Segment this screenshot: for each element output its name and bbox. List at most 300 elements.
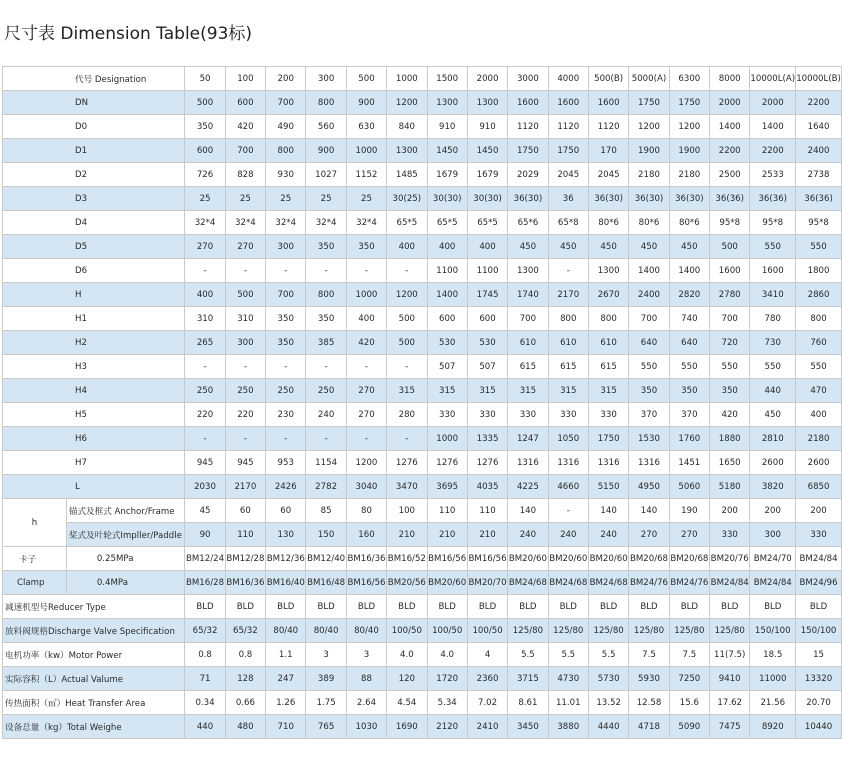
value-cell: 4000: [548, 67, 588, 91]
value-cell: 450: [548, 235, 588, 259]
value-cell: BLD: [427, 595, 467, 619]
value-cell: 11000: [750, 667, 796, 691]
value-cell: 10000L(A): [750, 67, 796, 91]
value-cell: 1335: [467, 427, 507, 451]
value-cell: 65*6: [508, 211, 548, 235]
row-label: D6: [3, 259, 185, 283]
value-cell: 4.0: [427, 643, 467, 667]
value-cell: 2045: [548, 163, 588, 187]
value-cell: 740: [669, 307, 709, 331]
value-cell: 21.56: [750, 691, 796, 715]
value-cell: 1200: [387, 91, 427, 115]
value-cell: BM16/56: [346, 571, 386, 595]
value-cell: 6850: [796, 475, 842, 499]
value-cell: 1300: [588, 259, 628, 283]
h-anchor-row: [3, 499, 842, 523]
value-cell: 720: [710, 331, 750, 355]
value-cell: 150: [306, 523, 346, 547]
value-cell: 1400: [750, 115, 796, 139]
value-cell: 25: [185, 187, 225, 211]
row-label: 设备总量（kg）Total Weighe: [3, 715, 185, 739]
value-cell: 1650: [710, 451, 750, 475]
value-cell: 730: [750, 331, 796, 355]
clamp-04-row: [3, 571, 842, 595]
value-cell: 2410: [467, 715, 507, 739]
value-cell: 65/32: [185, 619, 225, 643]
value-cell: 80: [346, 499, 386, 523]
value-cell: -: [306, 355, 346, 379]
value-cell: 2180: [796, 427, 842, 451]
value-cell: 90: [185, 523, 225, 547]
value-cell: 8000: [710, 67, 750, 91]
value-cell: 11(7.5): [710, 643, 750, 667]
value-cell: 2.64: [346, 691, 386, 715]
value-cell: 150/100: [750, 619, 796, 643]
value-cell: 1200: [629, 115, 669, 139]
value-cell: 25: [266, 187, 306, 211]
value-cell: 36(30): [669, 187, 709, 211]
value-cell: 300: [306, 67, 346, 91]
value-cell: 530: [427, 331, 467, 355]
value-cell: 2180: [629, 163, 669, 187]
clamp-label-cn: 卡子: [3, 547, 67, 571]
value-cell: 828: [225, 163, 265, 187]
value-cell: -: [346, 355, 386, 379]
value-cell: 1750: [508, 139, 548, 163]
value-cell: 450: [669, 235, 709, 259]
value-cell: 900: [346, 91, 386, 115]
value-cell: -: [346, 259, 386, 283]
value-cell: 1000: [387, 67, 427, 91]
row-label: 电机功率（kw）Motor Power: [3, 643, 185, 667]
table-row: [3, 619, 842, 643]
value-cell: 3410: [750, 283, 796, 307]
clamp-025-row: [3, 547, 842, 571]
value-cell: 615: [588, 355, 628, 379]
value-cell: 3000: [508, 67, 548, 91]
value-cell: -: [266, 355, 306, 379]
value-cell: 250: [225, 379, 265, 403]
value-cell: 65*5: [467, 211, 507, 235]
value-cell: 2782: [306, 475, 346, 499]
value-cell: 3715: [508, 667, 548, 691]
value-cell: BM16/40: [266, 571, 306, 595]
value-cell: 2029: [508, 163, 548, 187]
value-cell: 13320: [796, 667, 842, 691]
table-row: [3, 211, 842, 235]
value-cell: 4730: [548, 667, 588, 691]
value-cell: BLD: [266, 595, 306, 619]
value-cell: 350: [306, 307, 346, 331]
value-cell: 350: [346, 235, 386, 259]
value-cell: 1750: [548, 139, 588, 163]
value-cell: 953: [266, 451, 306, 475]
value-cell: 45: [185, 499, 225, 523]
table-row: [3, 427, 842, 451]
value-cell: 2820: [669, 283, 709, 307]
table-row: [3, 139, 842, 163]
value-cell: 30(30): [467, 187, 507, 211]
value-cell: BLD: [508, 595, 548, 619]
value-cell: 270: [346, 403, 386, 427]
value-cell: 8.61: [508, 691, 548, 715]
value-cell: 71: [185, 667, 225, 691]
value-cell: 420: [225, 115, 265, 139]
value-cell: 640: [629, 331, 669, 355]
table-row: [3, 187, 842, 211]
value-cell: 5060: [669, 475, 709, 499]
value-cell: BLD: [669, 595, 709, 619]
value-cell: 1600: [588, 91, 628, 115]
value-cell: 350: [266, 331, 306, 355]
value-cell: 1316: [629, 451, 669, 475]
value-cell: -: [306, 427, 346, 451]
value-cell: 710: [266, 715, 306, 739]
value-cell: -: [548, 259, 588, 283]
value-cell: BM24/84: [750, 571, 796, 595]
value-cell: BM24/84: [710, 571, 750, 595]
value-cell: 1027: [306, 163, 346, 187]
value-cell: 500: [225, 283, 265, 307]
value-cell: 560: [306, 115, 346, 139]
value-cell: 100: [387, 499, 427, 523]
value-cell: 13.52: [588, 691, 628, 715]
value-cell: 1720: [427, 667, 467, 691]
table-row: [3, 643, 842, 667]
value-cell: 85: [306, 499, 346, 523]
value-cell: 5730: [588, 667, 628, 691]
value-cell: 700: [266, 283, 306, 307]
value-cell: BM20/68: [669, 547, 709, 571]
value-cell: BM20/68: [629, 547, 669, 571]
value-cell: 500: [387, 331, 427, 355]
value-cell: 30(25): [387, 187, 427, 211]
value-cell: 2500: [710, 163, 750, 187]
value-cell: BLD: [710, 595, 750, 619]
value-cell: 2810: [750, 427, 796, 451]
value-cell: 600: [225, 91, 265, 115]
value-cell: 95*8: [750, 211, 796, 235]
value-cell: 1000: [427, 427, 467, 451]
value-cell: 32*4: [306, 211, 346, 235]
value-cell: 910: [467, 115, 507, 139]
value-cell: 2170: [225, 475, 265, 499]
value-cell: BLD: [185, 595, 225, 619]
value-cell: 265: [185, 331, 225, 355]
value-cell: 1600: [710, 259, 750, 283]
value-cell: 1000: [346, 283, 386, 307]
value-cell: 5150: [588, 475, 628, 499]
value-cell: 36(30): [508, 187, 548, 211]
value-cell: 300: [266, 235, 306, 259]
value-cell: 300: [225, 331, 265, 355]
value-cell: 4660: [548, 475, 588, 499]
value-cell: 310: [225, 307, 265, 331]
value-cell: -: [346, 427, 386, 451]
value-cell: 5000(A): [629, 67, 669, 91]
value-cell: 507: [427, 355, 467, 379]
row-label: H5: [3, 403, 185, 427]
value-cell: 220: [185, 403, 225, 427]
row-label: H1: [3, 307, 185, 331]
value-cell: 330: [588, 403, 628, 427]
value-cell: 530: [467, 331, 507, 355]
value-cell: 95*8: [710, 211, 750, 235]
value-cell: BM24/76: [669, 571, 709, 595]
value-cell: 250: [306, 379, 346, 403]
value-cell: 1.26: [266, 691, 306, 715]
value-cell: BLD: [629, 595, 669, 619]
value-cell: 32*4: [225, 211, 265, 235]
value-cell: 1600: [508, 91, 548, 115]
value-cell: 65/32: [225, 619, 265, 643]
value-cell: 640: [669, 331, 709, 355]
value-cell: 350: [629, 379, 669, 403]
value-cell: 1600: [548, 91, 588, 115]
row-label: D3: [3, 187, 185, 211]
value-cell: 2120: [427, 715, 467, 739]
value-cell: 1400: [427, 283, 467, 307]
value-cell: 1000: [346, 139, 386, 163]
value-cell: 7475: [710, 715, 750, 739]
value-cell: BM16/36: [346, 547, 386, 571]
value-cell: 2400: [629, 283, 669, 307]
value-cell: BLD: [346, 595, 386, 619]
value-cell: 1400: [629, 259, 669, 283]
value-cell: 600: [427, 307, 467, 331]
value-cell: 930: [266, 163, 306, 187]
table-row: [3, 715, 842, 739]
value-cell: 1740: [508, 283, 548, 307]
value-cell: 110: [225, 523, 265, 547]
value-cell: 450: [508, 235, 548, 259]
value-cell: 36: [548, 187, 588, 211]
table-row: [3, 451, 842, 475]
value-cell: 220: [225, 403, 265, 427]
table-row: [3, 667, 842, 691]
value-cell: 480: [225, 715, 265, 739]
value-cell: 247: [266, 667, 306, 691]
value-cell: 1120: [548, 115, 588, 139]
value-cell: 5930: [629, 667, 669, 691]
clamp-04-label: 0.4MPa: [66, 571, 185, 595]
value-cell: 2360: [467, 667, 507, 691]
value-cell: BM12/28: [225, 547, 265, 571]
value-cell: 25: [306, 187, 346, 211]
value-cell: 80*6: [669, 211, 709, 235]
value-cell: BM16/52: [387, 547, 427, 571]
value-cell: 0.66: [225, 691, 265, 715]
value-cell: 315: [508, 379, 548, 403]
row-label: D5: [3, 235, 185, 259]
value-cell: BM16/48: [306, 571, 346, 595]
value-cell: 3820: [750, 475, 796, 499]
value-cell: 128: [225, 667, 265, 691]
value-cell: 60: [225, 499, 265, 523]
value-cell: BLD: [467, 595, 507, 619]
value-cell: BM12/40: [306, 547, 346, 571]
value-cell: 1276: [467, 451, 507, 475]
value-cell: 700: [710, 307, 750, 331]
value-cell: 7250: [669, 667, 709, 691]
value-cell: 840: [387, 115, 427, 139]
value-cell: 170: [588, 139, 628, 163]
value-cell: 125/80: [669, 619, 709, 643]
value-cell: -: [548, 499, 588, 523]
value-cell: 36(30): [588, 187, 628, 211]
table-row: [3, 403, 842, 427]
clamp-025-label: 0.25MPa: [66, 547, 185, 571]
value-cell: 330: [710, 523, 750, 547]
value-cell: 100/50: [387, 619, 427, 643]
value-cell: 315: [387, 379, 427, 403]
value-cell: 1.1: [266, 643, 306, 667]
value-cell: 15.6: [669, 691, 709, 715]
value-cell: BM24/84: [796, 547, 842, 571]
value-cell: 270: [669, 523, 709, 547]
value-cell: 726: [185, 163, 225, 187]
value-cell: 1485: [387, 163, 427, 187]
row-label: H7: [3, 451, 185, 475]
value-cell: 88: [346, 667, 386, 691]
value-cell: 3880: [548, 715, 588, 739]
value-cell: 330: [508, 403, 548, 427]
value-cell: 2200: [796, 91, 842, 115]
value-cell: BLD: [387, 595, 427, 619]
value-cell: 200: [796, 499, 842, 523]
value-cell: 610: [508, 331, 548, 355]
value-cell: 0.8: [185, 643, 225, 667]
value-cell: 140: [629, 499, 669, 523]
value-cell: 350: [669, 379, 709, 403]
value-cell: BM16/56: [467, 547, 507, 571]
value-cell: 1500: [427, 67, 467, 91]
value-cell: BM20/56: [387, 571, 427, 595]
value-cell: 32*4: [185, 211, 225, 235]
value-cell: -: [185, 427, 225, 451]
value-cell: 2533: [750, 163, 796, 187]
value-cell: 1316: [548, 451, 588, 475]
value-cell: 500(B): [588, 67, 628, 91]
value-cell: 1679: [467, 163, 507, 187]
row-label: H: [3, 283, 185, 307]
table-row: [3, 307, 842, 331]
value-cell: 330: [548, 403, 588, 427]
value-cell: 12.58: [629, 691, 669, 715]
value-cell: 800: [588, 307, 628, 331]
value-cell: 1300: [387, 139, 427, 163]
row-label: 放料阀规格Discharge Valve Specification: [3, 619, 185, 643]
value-cell: BM12/24: [185, 547, 225, 571]
value-cell: 270: [185, 235, 225, 259]
value-cell: 1679: [427, 163, 467, 187]
value-cell: 4225: [508, 475, 548, 499]
value-cell: 2000: [467, 67, 507, 91]
value-cell: 210: [427, 523, 467, 547]
value-cell: 160: [346, 523, 386, 547]
value-cell: BM20/60: [427, 571, 467, 595]
value-cell: 270: [629, 523, 669, 547]
value-cell: 1154: [306, 451, 346, 475]
row-label: 传热面积（㎡）Heat Transfer Area: [3, 691, 185, 715]
value-cell: 36(36): [710, 187, 750, 211]
value-cell: 125/80: [588, 619, 628, 643]
value-cell: -: [185, 259, 225, 283]
value-cell: 60: [266, 499, 306, 523]
h-paddle-label: 桨式及叶轮式Impller/Paddle: [66, 523, 185, 547]
value-cell: 210: [387, 523, 427, 547]
value-cell: 315: [548, 379, 588, 403]
value-cell: BM24/68: [508, 571, 548, 595]
value-cell: 500: [185, 91, 225, 115]
value-cell: 2860: [796, 283, 842, 307]
table-row: [3, 259, 842, 283]
value-cell: 615: [548, 355, 588, 379]
value-cell: 65*5: [427, 211, 467, 235]
value-cell: 1050: [548, 427, 588, 451]
value-cell: 945: [185, 451, 225, 475]
value-cell: 2670: [588, 283, 628, 307]
value-cell: 550: [629, 355, 669, 379]
table-row: [3, 475, 842, 499]
value-cell: 2170: [548, 283, 588, 307]
value-cell: 240: [548, 523, 588, 547]
row-label: D0: [3, 115, 185, 139]
table-row: [3, 691, 842, 715]
value-cell: 140: [508, 499, 548, 523]
table-row: [3, 355, 842, 379]
value-cell: 3470: [387, 475, 427, 499]
value-cell: 1530: [629, 427, 669, 451]
value-cell: 315: [467, 379, 507, 403]
value-cell: 25: [346, 187, 386, 211]
value-cell: 2400: [796, 139, 842, 163]
value-cell: BLD: [225, 595, 265, 619]
value-cell: -: [185, 355, 225, 379]
value-cell: 1200: [669, 115, 709, 139]
value-cell: 1316: [508, 451, 548, 475]
value-cell: 50: [185, 67, 225, 91]
value-cell: 4.0: [387, 643, 427, 667]
value-cell: BM24/70: [750, 547, 796, 571]
value-cell: 550: [796, 235, 842, 259]
value-cell: 700: [508, 307, 548, 331]
value-cell: 507: [467, 355, 507, 379]
h-group-label: h: [3, 499, 67, 547]
value-cell: 7.5: [629, 643, 669, 667]
row-label: H2: [3, 331, 185, 355]
value-cell: 280: [387, 403, 427, 427]
value-cell: 1760: [669, 427, 709, 451]
value-cell: 5090: [669, 715, 709, 739]
value-cell: 200: [266, 67, 306, 91]
value-cell: 250: [266, 379, 306, 403]
value-cell: 240: [588, 523, 628, 547]
value-cell: 1200: [346, 451, 386, 475]
value-cell: 800: [306, 283, 346, 307]
value-cell: 200: [710, 499, 750, 523]
table-row: [3, 235, 842, 259]
value-cell: 760: [796, 331, 842, 355]
value-cell: 490: [266, 115, 306, 139]
value-cell: 95*8: [796, 211, 842, 235]
value-cell: BM20/60: [588, 547, 628, 571]
value-cell: 1152: [346, 163, 386, 187]
row-label: L: [3, 475, 185, 499]
value-cell: 700: [629, 307, 669, 331]
value-cell: 17.62: [710, 691, 750, 715]
value-cell: BM20/70: [467, 571, 507, 595]
